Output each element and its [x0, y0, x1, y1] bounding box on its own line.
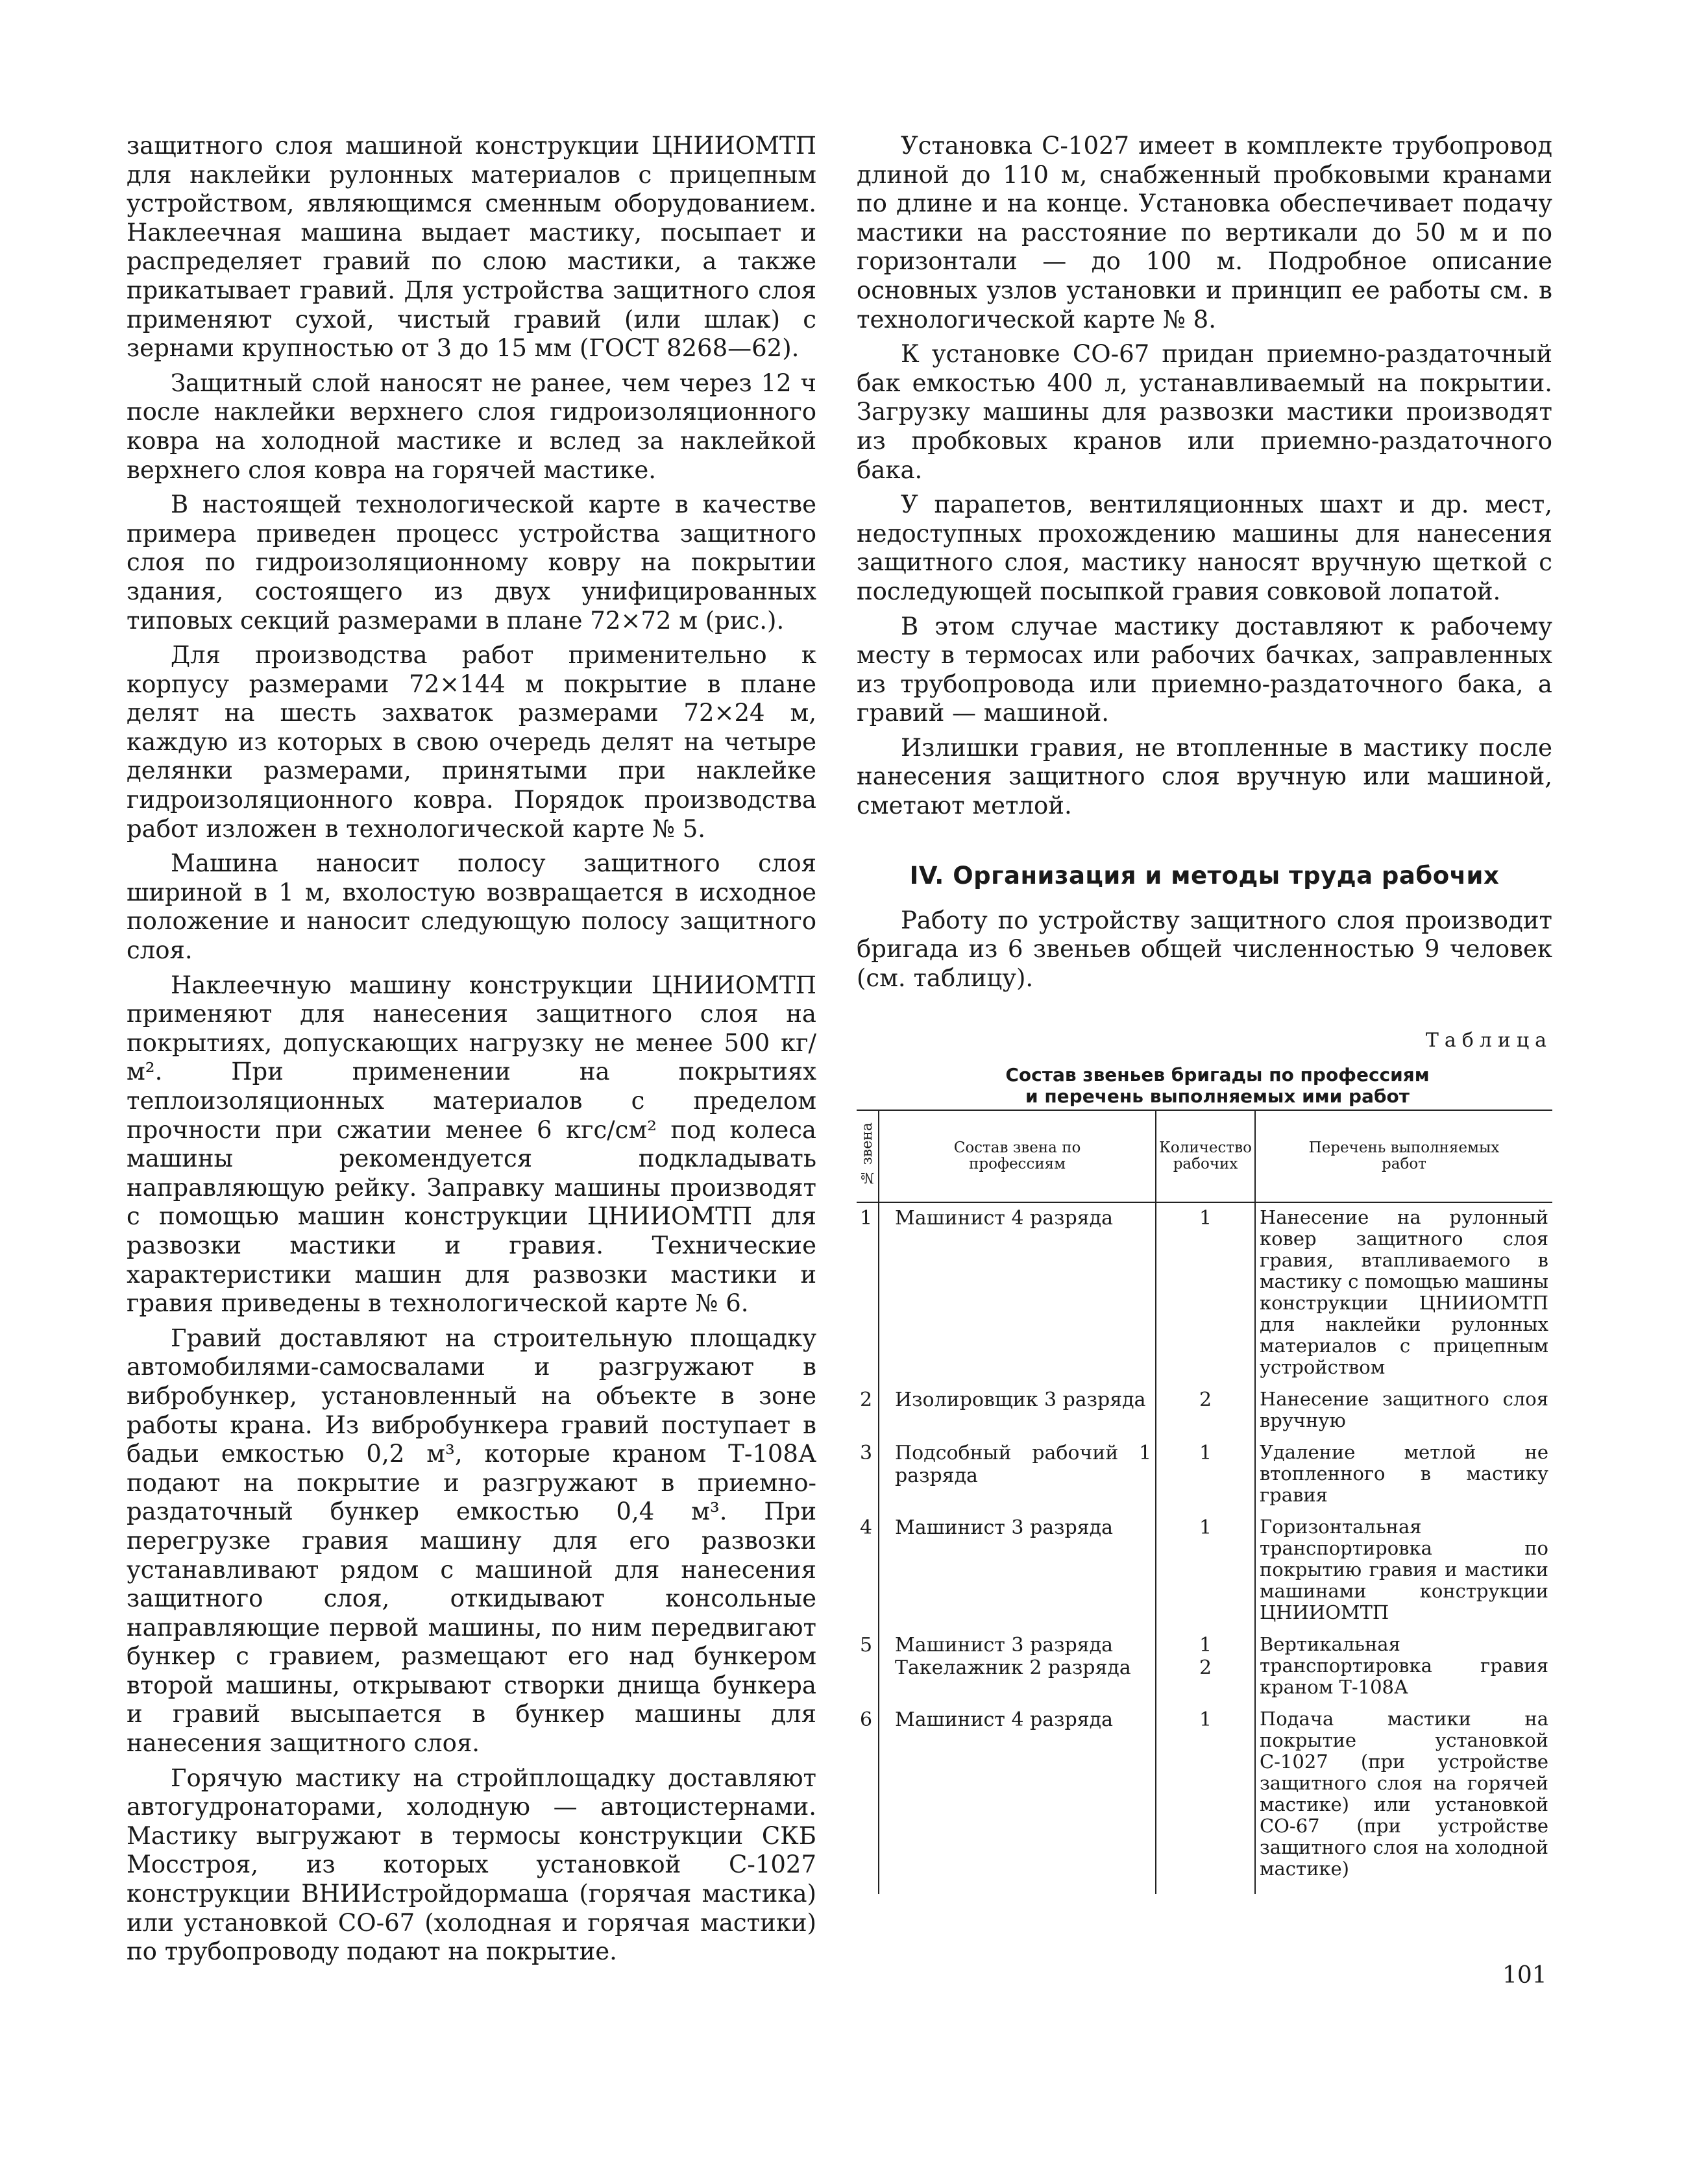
count-line: 1 [1199, 1633, 1212, 1656]
cell-count [1156, 1385, 1255, 1438]
count-line: 1 [1199, 1516, 1212, 1539]
table-row [857, 1705, 1552, 1894]
cell-num: 2 [859, 1388, 873, 1411]
table-row [857, 1438, 1552, 1512]
cell-num: 1 [859, 1206, 873, 1230]
paragraph: защитного слоя машиной конструкции ЦНИИОМТП для наклейки рулонных материалов с прицепным устройством, являющимся сменным оборудованием. Наклеечная машина выдает мастику, посыпает и распределяет гравий по слою мастики, а также прикатывает гравий. Для устройства защитного слоя применяют сухой, чистый гравий (или шлак) с зернами крупностью от 3 до 15 мм (ГОСТ 8268—62). [127, 132, 816, 363]
paragraph: Машина наносит полосу защитного слоя шириной в 1 м, вхолостую возвращается в исходное положение и наносит следующую полосу защитного слоя. [127, 849, 816, 965]
composition-line: Подсобный рабочий 1 разряда [895, 1441, 1152, 1487]
cell-works: Удаление метлой не втопленного в мастику гравия [1255, 1438, 1552, 1512]
paragraph: Наклеечную машину конструкции ЦНИИОМТП применяют для нанесения защитного слоя на покрытиях, допускающих нагрузку не менее 500 кг/м². При применении на покрытиях теплоизоляционных материалов с пределом прочности при сжатии менее 6 кгс/см² под колеса машины рекомендуется подкладывать направляющую рейку. Заправку машины производят с помощью машин конструкции ЦНИИОМТП для развозки мастики и гравия. Технические характеристики машин для развозки мастики и гравия приведены в технологической карте № 6. [127, 971, 816, 1318]
cell-num: 4 [859, 1516, 873, 1539]
paragraph: Защитный слой наносят не ранее, чем через 12 ч после наклейки верхнего слоя гидроизоляционного ковра на холодной мастике и вслед за наклейкой верхнего слоя ковра на горячей мастике. [127, 369, 816, 484]
cell-num: 5 [859, 1633, 873, 1656]
left-column [127, 132, 816, 1967]
paragraph: К установке СО-67 придан приемно-раздаточный бак емкостью 400 л, устанавливаемый на покрытии. Загрузку машины для развозки мастики производят из пробковых кранов или приемно-раздаточного бака. [857, 340, 1552, 484]
cell-composition [879, 1705, 1156, 1894]
cell-count [1156, 1202, 1255, 1385]
count-line: 1 [1199, 1206, 1212, 1230]
composition-line: Машинист 3 разряда [895, 1633, 1113, 1656]
paragraph: Горячую мастику на стройплощадку доставляют автогудронаторами, холодную — автоцистернами. Мастику выгружают в термосы конструкции СКБ Мосстроя, из которых установкой С-1027 конструкции ВНИИстройдормаша (горячая мастика) или установкой СО-67 (холодная и горячая мастики) по трубопроводу подают на покрытие. [127, 1764, 816, 1966]
section-paragraph: Работу по устройству защитного слоя производит бригада из 6 звеньев общей численностью 9 человек (см. таблицу). [857, 906, 1552, 992]
paragraph: Для производства работ применительно к корпусу размерами 72×144 м покрытие в плане делят на шесть захваток размерами 72×24 м, каждую из которых в свою очередь делят на четыре делянки размерами, принятыми при наклейке гидроизоляционного ковра. Порядок производства работ изложен в технологической карте № 5. [127, 641, 816, 843]
table-label: Таблица [1425, 1029, 1552, 1052]
paragraph: Установка С-1027 имеет в комплекте трубопровод длиной до 110 м, снабженный пробковыми кранами по длине и на конце. Установка обеспечивает подачу мастики на расстояние по вертикали до 50 м и по горизонтали — до 100 м. Подробное описание основных узлов установки и принцип ее работы см. в технологической карте № 8. [857, 132, 1552, 334]
cell-works: Горизонтальная транспортировка по покрытию гравия и мастики машинами конструкции ЦНИИОМТП [1255, 1512, 1552, 1630]
section-heading: IV. Организация и методы труда рабочих [909, 861, 1500, 890]
composition-line: Машинист 3 разряда [895, 1516, 1113, 1539]
table-row [857, 1512, 1552, 1630]
header-num: № звена [857, 1110, 879, 1202]
count-line: 1 [1199, 1441, 1212, 1464]
paragraph: Излишки гравия, не втопленные в мастику после нанесения защитного слоя вручную или машиной, сметают метлой. [857, 733, 1552, 820]
composition-line: Машинист 4 разряда [895, 1708, 1113, 1731]
cell-works: Подача мастики на покрытие установкой С-1027 (при устройстве защитного слоя на горячей мастике) или установкой СО-67 (при устройстве защитного слоя на холодной мастике) [1255, 1705, 1552, 1894]
count-line: 2 [1199, 1388, 1212, 1411]
cell-works: Нанесение защитного слоя вручную [1255, 1385, 1552, 1438]
table-header-row [857, 1110, 1552, 1202]
table-row [857, 1202, 1552, 1385]
cell-composition [879, 1630, 1156, 1705]
right-column [857, 132, 1552, 1894]
header-composition: Состав звена по профессиям [879, 1110, 1156, 1202]
cell-count [1156, 1438, 1255, 1512]
cell-count [1156, 1512, 1255, 1630]
cell-composition [879, 1438, 1156, 1512]
count-line: 1 [1199, 1708, 1212, 1731]
composition-line: Машинист 4 разряда [895, 1206, 1113, 1230]
paragraph: Гравий доставляют на строительную площадку автомобилями-самосвалами и разгружают в вибробункер, установленный на объекте в зоне работы крана. Из вибробункера гравий поступает в бадьи емкостью 0,2 м³, которые краном Т-108А подают на покрытие и разгружают в приемно-раздаточный бункер емкостью 0,4 м³. При перегрузке гравия машину для его развозки устанавливают рядом с машиной для нанесения защитного слоя, откидывают консольные направляющие первой машины, по ним передвигают бункер с гравием, размещают его над бункером второй машины, открывают створки днища бункера и гравий высыпается в бункер машины для нанесения защитного слоя. [127, 1324, 816, 1758]
cell-num: 6 [859, 1708, 873, 1731]
cell-count [1156, 1705, 1255, 1894]
cell-count [1156, 1630, 1255, 1705]
page-number: 101 [1502, 1962, 1547, 1989]
cell-composition [879, 1385, 1156, 1438]
composition-line: Изолировщик 3 разряда [895, 1388, 1146, 1411]
paragraph: У парапетов, вентиляционных шахт и др. мест, недоступных прохождению машины для нанесения защитного слоя, мастику наносят вручную щеткой с последующей посыпкой гравия совковой лопатой. [857, 491, 1552, 605]
cell-composition [879, 1512, 1156, 1630]
paragraph: В этом случае мастику доставляют к рабочему месту в термосах или рабочих бачках, заправленных из трубопровода или приемно-раздаточного бака, а гравий — машиной. [857, 612, 1552, 727]
cell-composition [879, 1202, 1156, 1385]
crew-table [857, 1110, 1552, 1893]
header-count: Количество рабочих [1156, 1110, 1255, 1202]
composition-line: Такелажник 2 разряда [895, 1656, 1131, 1679]
count-line: 2 [1199, 1656, 1212, 1679]
table-title-line: Состав звеньев бригады по профессиям [1005, 1064, 1430, 1086]
header-works: Перечень выполняемых работ [1255, 1110, 1552, 1202]
cell-works: Вертикальная транспортировка гравия краном Т-108А [1255, 1630, 1552, 1705]
cell-works: Нанесение на рулонный ковер защитного слоя гравия, втапливаемого в мастику с помощью машины конструкции ЦНИИОМТП для наклейки рулонных материалов с прицепным устройством [1255, 1202, 1552, 1385]
table-row [857, 1630, 1552, 1705]
table-title [857, 1064, 1552, 1107]
table-row [857, 1385, 1552, 1438]
cell-num: 3 [859, 1441, 873, 1464]
paragraph: В настоящей технологической карте в качестве примера приведен процесс устройства защитного слоя по гидроизоляционному ковру на покрытии здания, состоящего из двух унифицированных типовых секций размерами в плане 72×72 м (рис.). [127, 491, 816, 635]
table-title-line: и перечень выполняемых ими работ [1025, 1086, 1410, 1108]
